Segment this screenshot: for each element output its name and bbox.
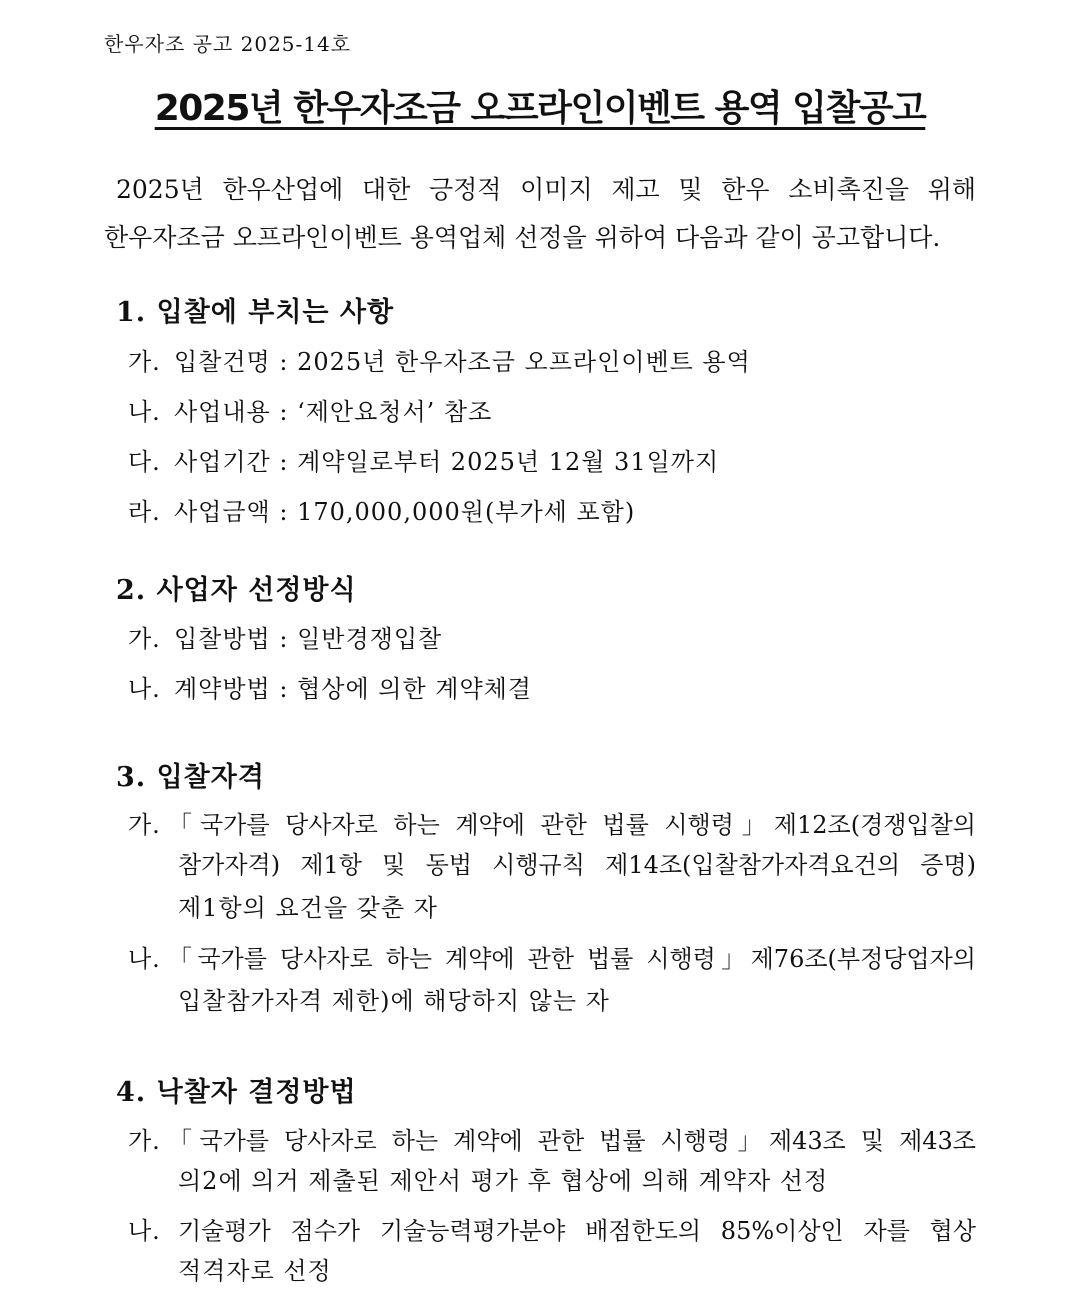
item-marker: 가. bbox=[128, 348, 161, 376]
item-text-line: 참가자격) 제1항 및 동법 시행규칙 제14조(입찰참가자격요건의 증명) bbox=[178, 851, 976, 879]
item-text: 사업기간 : 계약일로부터 2025년 12월 31일까지 bbox=[174, 448, 720, 476]
item-marker: 가. bbox=[128, 625, 161, 653]
list-item bbox=[128, 622, 442, 656]
document-title-block bbox=[0, 80, 1080, 131]
item-text-line: 제1항의 요건을 갖춘 자 bbox=[178, 894, 438, 922]
list-item bbox=[128, 672, 532, 706]
section-heading-4: 4. 낙찰자 결정방법 bbox=[116, 1077, 357, 1108]
item-marker: 나. bbox=[128, 945, 161, 973]
document-title: 2025년 한우자조금 오프라인이벤트 용역 입찰공고 bbox=[154, 88, 926, 129]
list-item bbox=[128, 445, 719, 479]
item-marker: 나. bbox=[128, 1217, 161, 1245]
item-text-line: 「국가를 당사자로 하는 계약에 관한 법률 시행령」제12조(경쟁입찰의 bbox=[168, 811, 976, 839]
item-text: 사업내용 : ‘제안요청서’ 참조 bbox=[174, 398, 493, 426]
item-text: 사업금액 : 170,000,000원(부가세 포함) bbox=[174, 498, 636, 526]
item-marker: 가. bbox=[128, 1127, 161, 1155]
item-marker: 나. bbox=[128, 675, 161, 703]
item-text-line: 의2에 의거 제출된 제안서 평가 후 협상에 의해 계약자 선정 bbox=[178, 1167, 829, 1195]
section-heading-3: 3. 입찰자격 bbox=[116, 762, 265, 793]
item-text-line: 「국가를 당사자로 하는 계약에 관한 법률 시행령」제43조 및 제43조 bbox=[168, 1127, 976, 1155]
item-marker: 가. bbox=[128, 811, 161, 839]
list-item bbox=[128, 395, 492, 429]
notice-number: 한우자조 공고 2025-14호 bbox=[104, 32, 352, 56]
item-marker: 나. bbox=[128, 398, 161, 426]
item-text: 계약방법 : 협상에 의한 계약체결 bbox=[174, 675, 532, 703]
item-text-line: 「국가를 당사자로 하는 계약에 관한 법률 시행령」제76조(부정당업자의 bbox=[168, 945, 976, 973]
list-item-marker-row bbox=[128, 1214, 174, 1248]
item-text-line: 기술평가 점수가 기술능력평가분야 배점한도의 85%이상인 자를 협상 bbox=[178, 1217, 976, 1245]
list-item bbox=[128, 345, 751, 379]
item-text-line: 입찰참가자격 제한)에 해당하지 않는 자 bbox=[178, 987, 610, 1015]
list-item bbox=[128, 495, 635, 529]
item-text: 입찰건명 : 2025년 한우자조금 오프라인이벤트 용역 bbox=[174, 348, 751, 376]
item-text-line: 적격자로 선정 bbox=[178, 1257, 332, 1285]
intro-line-2: 한우자조금 오프라인이벤트 용역업체 선정을 위하여 다음과 같이 공고합니다. bbox=[104, 223, 941, 252]
section-heading-1: 1. 입찰에 부치는 사항 bbox=[116, 297, 395, 328]
item-text: 입찰방법 : 일반경쟁입찰 bbox=[174, 625, 443, 653]
section-heading-2: 2. 사업자 선정방식 bbox=[116, 575, 357, 606]
item-marker: 다. bbox=[128, 448, 161, 476]
item-marker: 라. bbox=[128, 498, 161, 526]
intro-line-1: 2025년 한우산업에 대한 긍정적 이미지 제고 및 한우 소비촉진을 위해 bbox=[116, 175, 976, 204]
